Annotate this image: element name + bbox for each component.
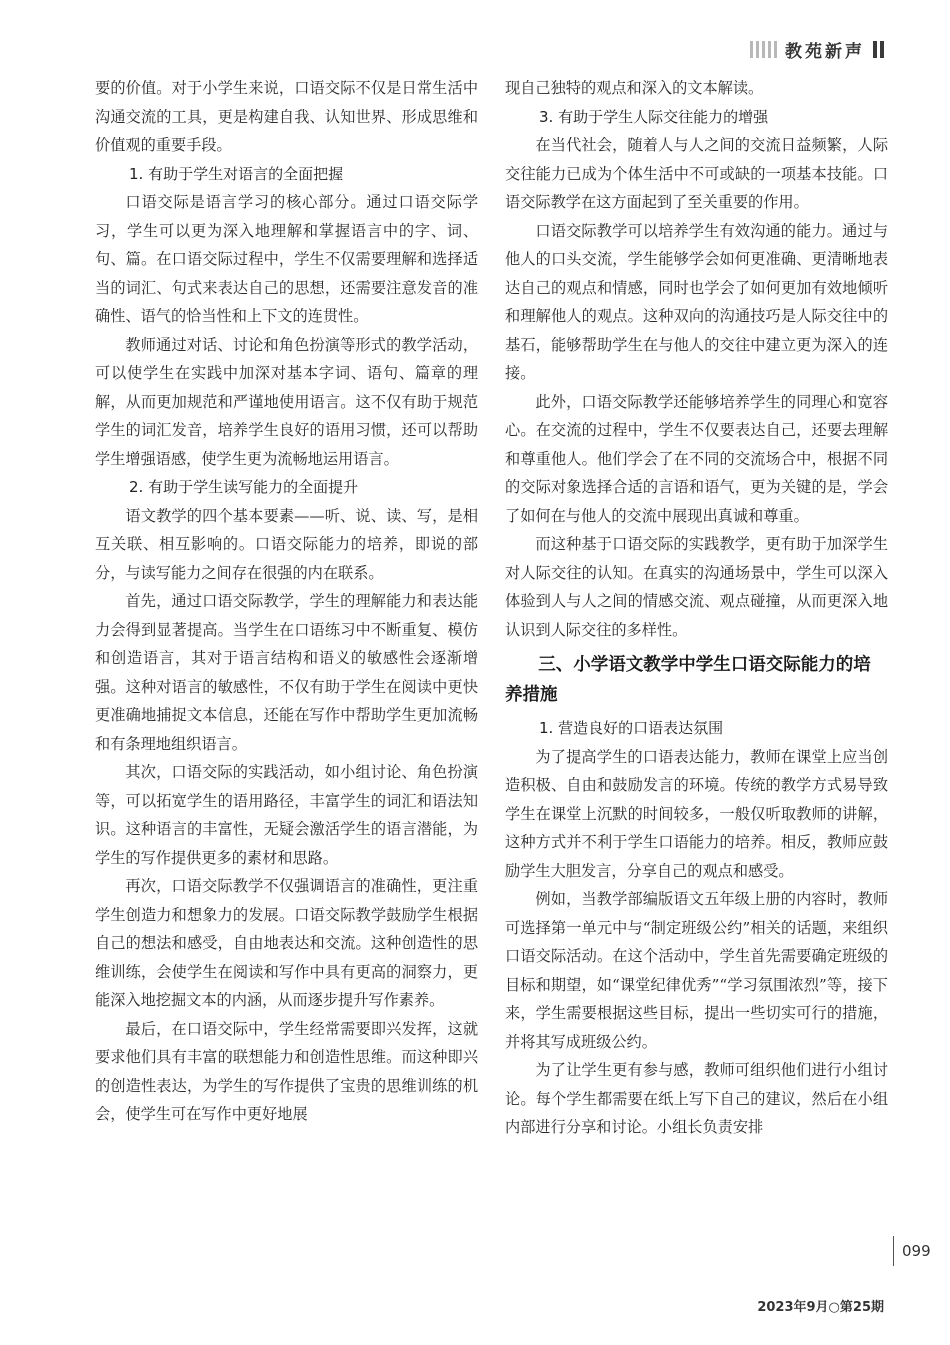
paragraph: 口语交际是语言学习的核心部分。通过口语交际学习，学生可以更为深入地理解和掌握语言中的字、词、句、篇。在口语交际过程中，学生不仅需要理解和选择适当的词汇、句式来表达自己的思想，还需要注意发音的准确性、语气的恰当性和上下文的连贯性。 [95,193,478,325]
subsection-heading: 1. 营造良好的口语表达氛围 [539,719,724,737]
paragraph: 首先，通过口语交际教学，学生的理解能力和表达能力会得到显著提高。当学生在口语练习中不断重复、模仿和创造语言，其对于语言结构和语义的敏感性会逐渐增强。这种对语言的敏感性，不仅有助于学生在阅读中更快更准确地捕捉文本信息，还能在写作中帮助学生更加流畅和有条理地组织语言。 [95,592,478,753]
paragraph: 在当代社会，随着人与人之间的交流日益频繁，人际交往能力已成为个体生活中不可或缺的一项基本技能。口语交际教学在这方面起到了至关重要的作用。 [505,136,888,211]
paragraph: 教师通过对话、讨论和角色扮演等形式的教学活动，可以使学生在实践中加深对基本字词、语句、篇章的理解，从而更加规范和严谨地使用语言。这不仅有助于规范学生的词汇发音，培养学生良好的语用习惯，还可以帮助学生增强语感，使学生更为流畅地运用语言。 [95,335,478,468]
right-column [505,74,888,1142]
paragraph: 例如，当教学部编版语文五年级上册的内容时，教师可选择第一单元中与“制定班级公约”相关的话题，来组织口语交际活动。在这个活动中，学生首先需要确定班级的目标和期望，如“课堂纪律优秀”“学习氛围浓烈”等，接下来，学生需要根据这些目标，提出一些切实可行的措施，并将其写成班级公约。 [505,890,888,1051]
header-right-bars [873,41,884,58]
running-header [750,38,884,60]
subsection-heading: 1. 有助于学生对语言的全面把握 [129,164,344,183]
paragraph: 为了提高学生的口语表达能力，教师在课堂上应当创造积极、自由和鼓励发言的环境。传统的教学方式易导致学生在课堂上沉默的时间较多，一般仅听取教师的讲解，这种方式并不利于学生口语能力的培养。相反，教师应鼓励学生大胆发言，分享自己的观点和感受。 [505,747,888,880]
paragraph: 语文教学的四个基本要素——听、说、读、写，是相互关联、相互影响的。口语交际能力的培养，即说的部分，与读写能力之间存在很强的内在联系。 [95,506,478,582]
paragraph: 口语交际教学可以培养学生有效沟通的能力。通过与他人的口头交流，学生能够学会如何更准确、更清晰地表达自己的观点和情感，同时也学会了如何更加有效地倾听和理解他人的观点。这种双向的沟通技巧是人际交往中的基石，能够帮助学生在与他人的交往中建立更为深入的连接。 [505,221,888,382]
header-left-bars [750,41,777,58]
issue-info: 2023年9月○第25期 [757,1300,884,1315]
header-title: 教苑新声 [785,41,865,62]
paragraph: 要的价值。对于小学生来说，口语交际不仅是日常生活中沟通交流的工具，更是构建自我、认知世界、形成思维和价值观的重要手段。 [95,79,478,154]
paragraph: 此外，口语交际教学还能够培养学生的同理心和宽容心。在交流的过程中，学生不仅要表达自己，还要去理解和尊重他人。他们学会了在不同的交流场合中，根据不同的交际对象选择合适的言语和语气，更为关键的是，学会了如何在与他人的交流中展现出真诚和尊重。 [505,392,888,525]
subsection-heading: 3. 有助于学生人际交往能力的增强 [539,107,769,126]
section-heading: 三、小学语文教学中学生口语交际能力的培养措施 [505,655,871,705]
paragraph: 为了让学生更有参与感，教师可组织他们进行小组讨论。每个学生都需要在纸上写下自己的建议，然后在小组内部进行分享和讨论。小组长负责安排 [505,1061,888,1136]
paragraph: 而这种基于口语交际的实践教学，更有助于加深学生对人际交往的认知。在真实的沟通场景中，学生可以深入体验到人与人之间的情感交流、观点碰撞，从而更深入地认识到人际交往的多样性。 [505,535,888,639]
paragraph: 其次，口语交际的实践活动，如小组讨论、角色扮演等，可以拓宽学生的语用路径，丰富学生的词汇和语法知识。这种语言的丰富性，无疑会激活学生的语言潜能，为学生的写作提供更多的素材和思路。 [95,763,478,867]
left-column [95,74,478,1129]
paragraph: 再次，口语交际教学不仅强调语言的准确性，更注重学生创造力和想象力的发展。口语交际教学鼓励学生根据自己的想法和感受，自由地表达和交流。这种创造性的思维训练，会使学生在阅读和写作中具有更高的洞察力，更能深入地挖掘文本的内涵，从而逐步提升写作素养。 [95,877,478,1009]
paragraph: 最后，在口语交际中，学生经常需要即兴发挥，这就要求他们具有丰富的联想能力和创造性思维。而这种即兴的创造性表达，为学生的写作提供了宝贵的思维训练的机会，使学生可在写作中更好地展 [95,1019,478,1123]
page-number: 099 [893,1236,942,1266]
subsection-heading: 2. 有助于学生读写能力的全面提升 [129,478,359,496]
paragraph: 现自己独特的观点和深入的文本解读。 [505,79,764,97]
